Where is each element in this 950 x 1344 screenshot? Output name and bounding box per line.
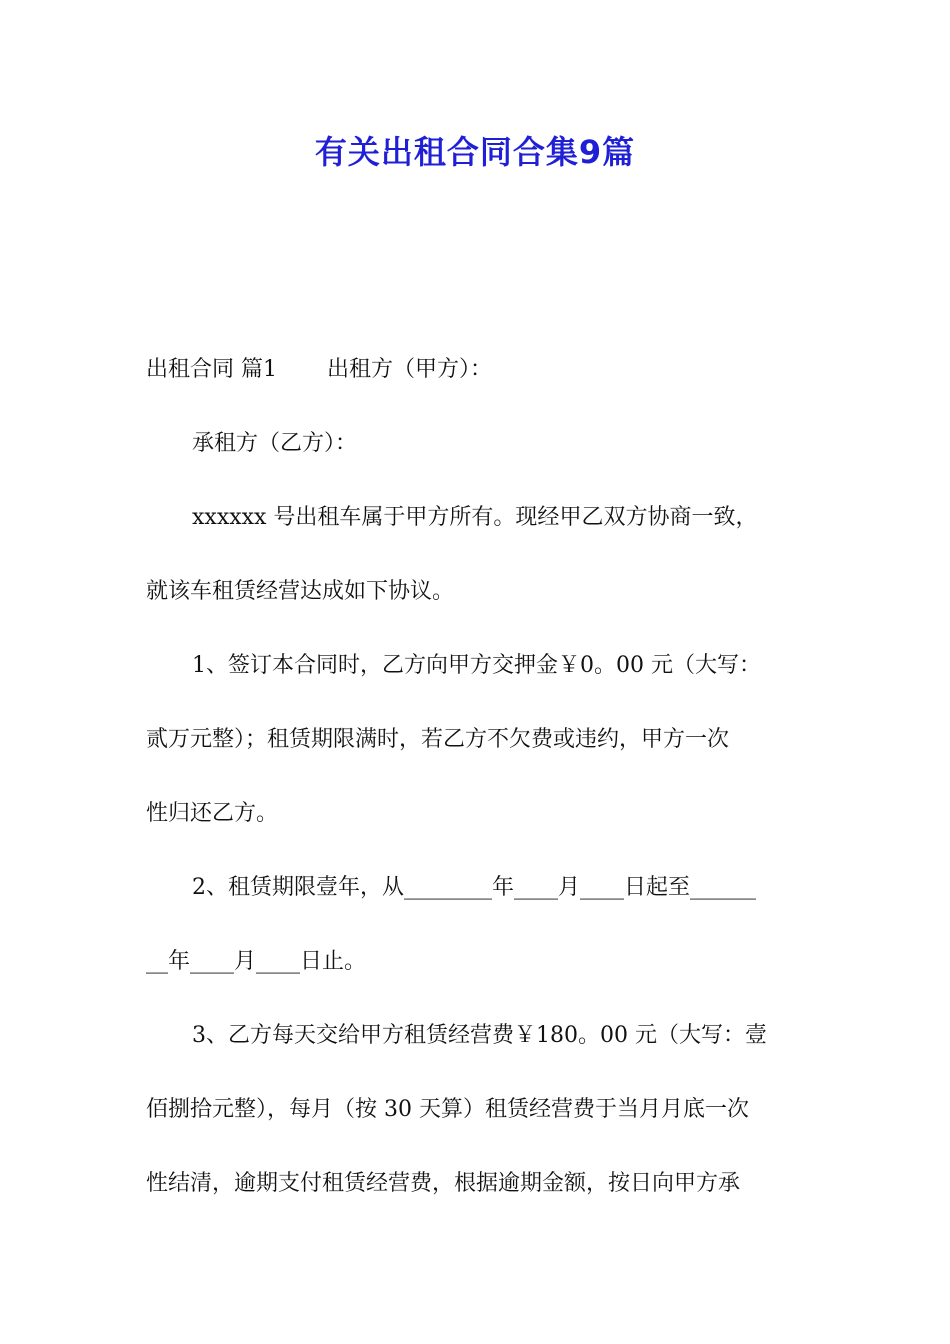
paragraph-line: 1、签订本合同时，乙方向甲方交押金￥0。00 元（大写：: [192, 653, 761, 678]
paragraph-line: 就该车租赁经营达成如下协议。: [146, 579, 455, 604]
heading-line: [146, 333, 808, 407]
section-heading: 出租合同 篇1: [146, 357, 277, 382]
paragraph-line: 性归还乙方。: [146, 801, 279, 826]
paragraph-line: 佰捌拾元整），每月（按 30 天算）租赁经营费于当月月底一次: [146, 1097, 749, 1122]
paragraph-line: __年____月____日止。: [146, 949, 367, 974]
lessee-label: 承租方（乙方）：: [192, 431, 358, 456]
document-title: 有关出租合同合集9篇: [314, 133, 636, 171]
paragraph-line: 贰万元整）；租赁期限满时，若乙方不欠费或违约，甲方一次: [146, 727, 730, 752]
paragraph-line: 3、乙方每天交给甲方租赁经营费￥180。00 元（大写：壹: [192, 1023, 767, 1048]
paragraph-line: 性结清，逾期支付租赁经营费，根据逾期金额，按日向甲方承: [146, 1171, 741, 1196]
paragraph-line: xxxxxx 号出租车属于甲方所有。现经甲乙双方协商一致，: [192, 505, 758, 530]
document-body: [146, 333, 808, 1221]
lessor-label: 出租方（甲方）：: [327, 357, 493, 382]
paragraph-line: 2、租赁期限壹年，从________年____月____日起至______: [192, 875, 756, 900]
